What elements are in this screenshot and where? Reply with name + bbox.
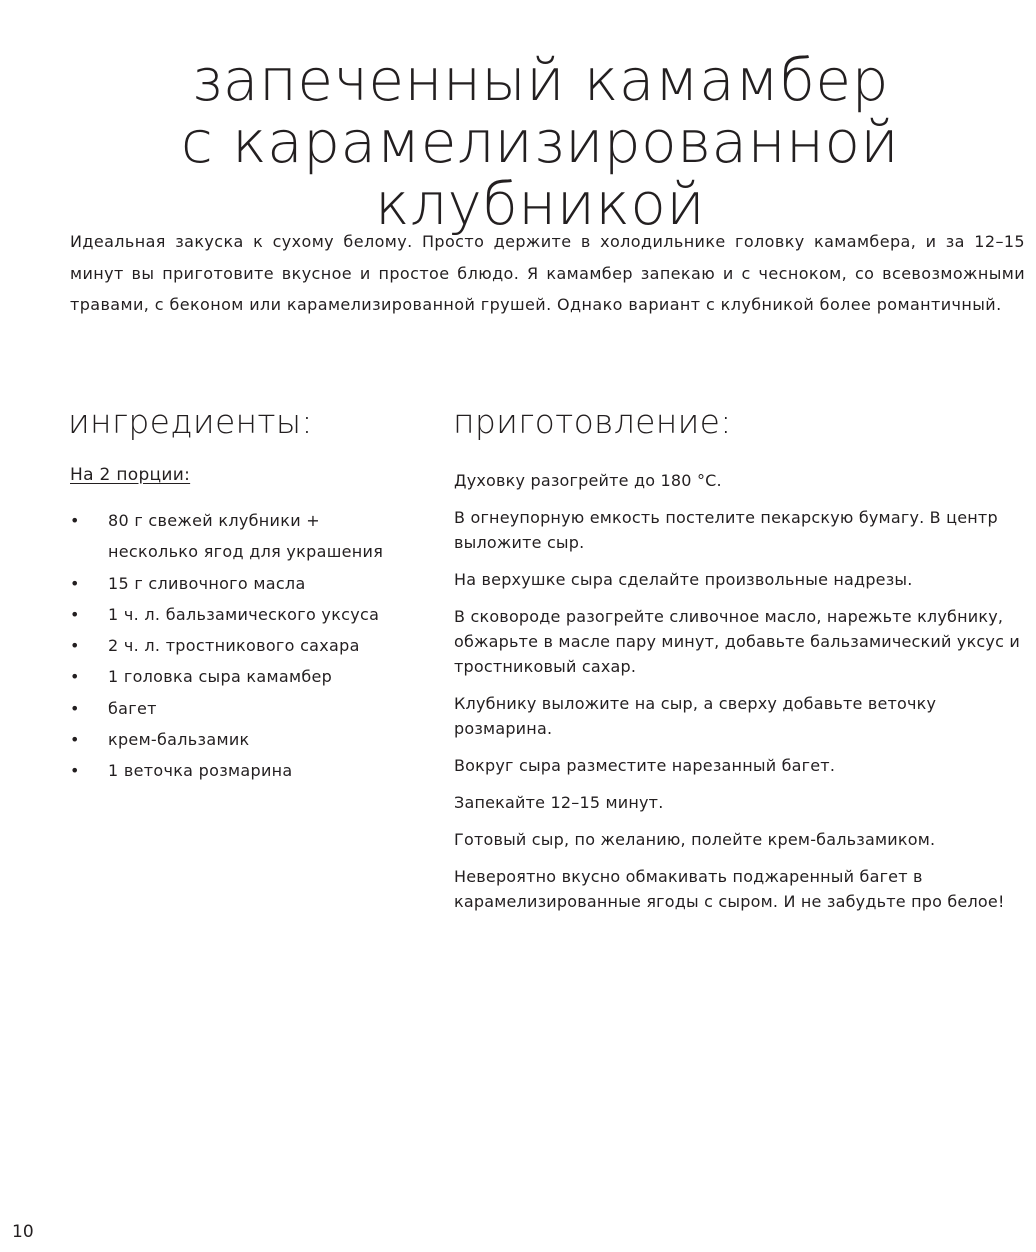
bullet-icon: • — [70, 511, 80, 530]
ingredient-item — [70, 755, 410, 786]
ingredients-heading: ингредиенты: — [68, 402, 313, 441]
recipe-intro: Идеальная закуска к сухому белому. Просто держите в холодильнике головку камамбера, и за 12–15 минут вы приготовите вкусное и простое блюдо. Я камамбер запекаю и с чесноком, со всевозможными травами, с беконом или карамелизированной грушей. Однако вариант с клубникой более романтичный. — [70, 232, 1025, 314]
ingredient-item — [70, 693, 410, 724]
bullet-icon: • — [70, 636, 80, 656]
method-steps — [454, 468, 1029, 926]
bullet-icon: • — [70, 573, 80, 593]
method-step: Клубнику выложите на сыр, а сверху добавьте веточку розмарина. — [454, 694, 937, 738]
bullet-icon: • — [70, 604, 80, 624]
recipe-title-line-2: с карамелизированной — [180, 107, 900, 176]
ingredient-text: 1 головка сыра камамбер — [108, 667, 333, 687]
method-step: В огнеупорную емкость постелите пекарскую бумагу. В центр выложите сыр. — [454, 508, 998, 552]
recipe-title — [40, 45, 1036, 238]
ingredient-text: 15 г сливочного масла — [108, 573, 306, 593]
method-step: Готовый сыр, по желанию, полейте крем-бальзамиком. — [454, 830, 936, 849]
ingredient-item — [70, 630, 410, 661]
ingredient-text: багет — [108, 698, 157, 718]
ingredient-text: 1 веточка розмарина — [108, 761, 293, 781]
method-step: Запекайте 12–15 минут. — [454, 793, 664, 812]
servings-label: На 2 порции: — [70, 465, 191, 485]
recipe-title-line-3: клубникой — [374, 169, 706, 238]
ingredient-item — [70, 568, 410, 599]
method-step: На верхушке сыра сделайте произвольные надрезы. — [454, 570, 913, 589]
ingredients-list — [70, 505, 410, 787]
method-step: Вокруг сыра разместите нарезанный багет. — [454, 756, 836, 775]
page-number: 10 — [12, 1222, 34, 1242]
bullet-icon: • — [70, 761, 80, 781]
ingredient-item — [70, 661, 410, 692]
method-step: В сковороде разогрейте сливочное масло, нарежьте клубнику, обжарьте в масле пару минут, добавьте бальзамический уксус и тростниковый сахар. — [454, 607, 1020, 676]
recipe-title-line-1: запеченный камамбер — [191, 45, 889, 114]
ingredient-text: 1 ч. л. бальзамического уксуса — [108, 604, 380, 624]
ingredient-item — [70, 505, 410, 568]
bullet-icon: • — [70, 698, 80, 718]
ingredient-text: 80 г свежей клубники + несколько ягод для украшения — [108, 511, 384, 562]
bullet-icon: • — [70, 667, 80, 687]
bullet-icon: • — [70, 730, 80, 750]
method-step: Духовку разогрейте до 180 °C. — [454, 471, 722, 490]
ingredient-item — [70, 724, 410, 755]
ingredient-item — [70, 599, 410, 630]
method-heading: приготовление: — [453, 402, 732, 441]
ingredient-text: 2 ч. л. тростникового сахара — [108, 636, 360, 656]
ingredient-text: крем-бальзамик — [108, 730, 250, 750]
method-step: Невероятно вкусно обмакивать поджаренный багет в карамелизированные ягоды с сыром. И не забудьте про белое! — [454, 867, 1005, 911]
